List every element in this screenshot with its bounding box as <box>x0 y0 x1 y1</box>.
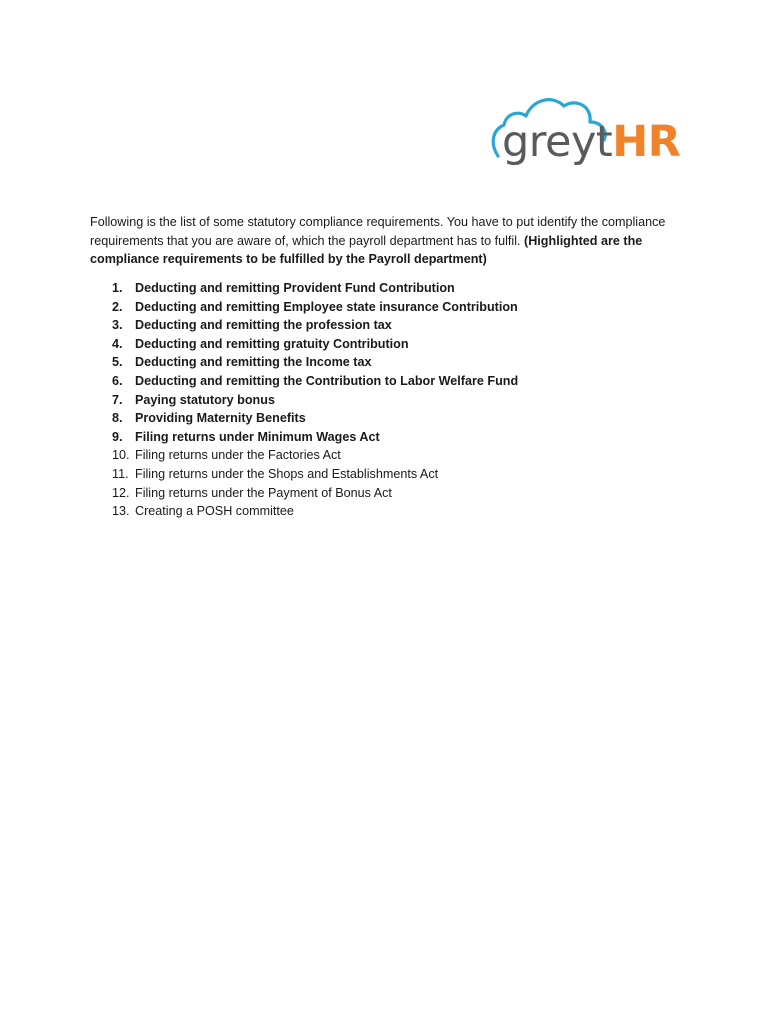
list-item-text: Deducting and remitting gratuity Contribution <box>135 336 409 351</box>
list-item <box>90 372 690 391</box>
list-item <box>90 353 690 372</box>
list-item <box>90 391 690 410</box>
list-item-number: 12. <box>112 485 130 500</box>
logo-text-hr: HR <box>612 117 681 167</box>
list-item-number: 2. <box>112 299 123 314</box>
list-item <box>90 465 690 484</box>
list-item-text: Creating a POSH committee <box>135 504 294 519</box>
list-item <box>90 484 690 503</box>
list-item-text: Filing returns under Minimum Wages Act <box>135 429 380 444</box>
list-item-number: 7. <box>112 392 123 407</box>
list-item-number: 5. <box>112 355 123 370</box>
requirements-list <box>90 279 690 521</box>
list-item-number: 9. <box>112 429 123 444</box>
list-item <box>90 279 690 298</box>
list-item <box>90 409 690 428</box>
list-item-number: 3. <box>112 318 123 333</box>
greythr-logo <box>488 92 683 176</box>
list-item <box>90 446 690 465</box>
list-item-text: Filing returns under the Shops and Establishments Act <box>135 466 439 481</box>
list-item-text: Paying statutory bonus <box>135 392 275 407</box>
list-item-text: Deducting and remitting the profession tax <box>135 318 392 333</box>
highlight-note: (Highlighted are the compliance requirements to be fulfilled by the Payroll department) <box>90 233 643 267</box>
list-item <box>90 502 690 521</box>
intro-text: Following is the list of some statutory compliance requirements. You have to put identify the compliance requirements that you are aware of, which the payroll department has to fulfil. <box>90 215 666 248</box>
logo-wordmark <box>502 114 680 170</box>
list-item-number: 10. <box>112 448 130 463</box>
list-item-text: Deducting and remitting the Contribution to Labor Welfare Fund <box>135 373 519 388</box>
list-item-number: 4. <box>112 336 123 351</box>
list-item <box>90 298 690 317</box>
list-item-number: 1. <box>112 281 123 295</box>
list-item-text: Deducting and remitting Provident Fund Contribution <box>135 281 455 295</box>
list-item-text: Deducting and remitting the Income tax <box>135 355 372 370</box>
list-item-number: 6. <box>112 373 123 388</box>
logo-text-greyt: greyt <box>502 117 613 167</box>
list-item <box>90 335 690 354</box>
list-item-text: Filing returns under the Factories Act <box>135 448 341 463</box>
list-item-number: 13. <box>112 504 130 519</box>
list-item <box>90 316 690 335</box>
list-item-text: Filing returns under the Payment of Bonus Act <box>135 485 392 500</box>
list-item-number: 8. <box>112 411 123 426</box>
list-item-text: Providing Maternity Benefits <box>135 411 306 426</box>
list-item-number: 11. <box>112 466 129 481</box>
list-item <box>90 428 690 447</box>
intro-paragraph <box>90 213 690 269</box>
list-item-text: Deducting and remitting Employee state insurance Contribution <box>135 299 518 314</box>
